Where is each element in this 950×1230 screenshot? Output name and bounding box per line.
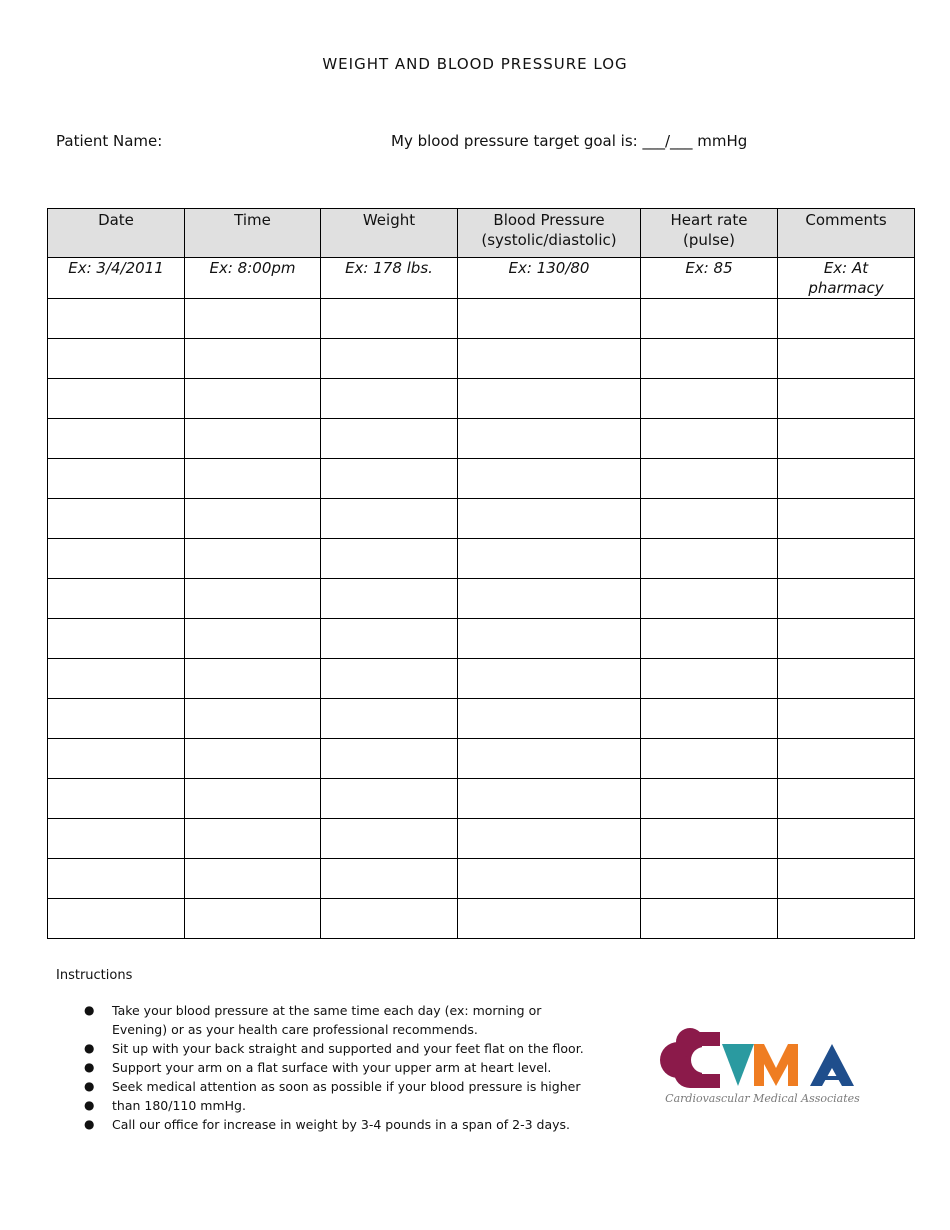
log-cell[interactable] [185, 499, 321, 539]
log-cell[interactable] [321, 779, 458, 819]
log-cell[interactable] [458, 699, 641, 739]
log-cell[interactable] [185, 339, 321, 379]
log-cell[interactable] [321, 339, 458, 379]
log-cell[interactable] [778, 299, 915, 339]
log-cell[interactable] [48, 419, 185, 459]
table-row [48, 539, 915, 579]
table-row [48, 379, 915, 419]
log-cell[interactable] [641, 379, 778, 419]
header-date: Date [48, 209, 185, 258]
example-blood-pressure: Ex: 130/80 [458, 258, 641, 299]
log-cell[interactable] [48, 539, 185, 579]
log-cell[interactable] [321, 699, 458, 739]
log-cell[interactable] [778, 779, 915, 819]
bullet-icon: ● [84, 1098, 95, 1112]
log-cell[interactable] [458, 579, 641, 619]
log-cell[interactable] [778, 699, 915, 739]
bp-goal-label: My blood pressure target goal is: ___/___ mmHg [391, 132, 748, 150]
log-cell[interactable] [778, 499, 915, 539]
log-cell[interactable] [458, 779, 641, 819]
log-cell[interactable] [185, 619, 321, 659]
log-cell[interactable] [185, 539, 321, 579]
log-cell[interactable] [48, 819, 185, 859]
table-row [48, 339, 915, 379]
patient-name-label: Patient Name: [56, 132, 163, 150]
log-cell[interactable] [185, 659, 321, 699]
table-row [48, 419, 915, 459]
page-title: WEIGHT AND BLOOD PRESSURE LOG [322, 55, 628, 73]
log-cell[interactable] [185, 899, 321, 939]
log-cell[interactable] [185, 739, 321, 779]
table-row [48, 739, 915, 779]
log-cell[interactable] [321, 539, 458, 579]
log-cell[interactable] [48, 659, 185, 699]
logo-tagline: Cardiovascular Medical Associates [665, 1092, 860, 1105]
log-cell[interactable] [458, 739, 641, 779]
log-cell[interactable] [641, 299, 778, 339]
log-cell[interactable] [458, 539, 641, 579]
log-cell[interactable] [48, 579, 185, 619]
log-cell[interactable] [778, 539, 915, 579]
log-cell[interactable] [321, 899, 458, 939]
log-cell[interactable] [321, 379, 458, 419]
list-item: ● Seek medical attention as soon as possible if your blood pressure is higher [84, 1079, 581, 1094]
log-cell[interactable] [641, 539, 778, 579]
table-row [48, 819, 915, 859]
example-time: Ex: 8:00pm [185, 258, 321, 299]
log-cell[interactable] [641, 339, 778, 379]
log-cell[interactable] [778, 819, 915, 859]
list-item: ● Call our office for increase in weight by 3-4 pounds in a span of 2-3 days. [84, 1117, 571, 1132]
log-cell[interactable] [321, 579, 458, 619]
log-cell[interactable] [641, 779, 778, 819]
list-item: ● Sit up with your back straight and supported and your feet flat on the floor. [84, 1041, 584, 1056]
log-cell[interactable] [48, 619, 185, 659]
log-cell[interactable] [778, 459, 915, 499]
example-row [48, 258, 915, 299]
bullet-icon: ● [84, 1060, 95, 1074]
table-row [48, 899, 915, 939]
logo-m-shape [754, 1044, 798, 1086]
log-cell[interactable] [321, 659, 458, 699]
header-weight: Weight [321, 209, 458, 258]
header-comments: Comments [778, 209, 915, 258]
log-cell[interactable] [778, 379, 915, 419]
log-cell[interactable] [641, 859, 778, 899]
log-cell[interactable] [778, 859, 915, 899]
table-row [48, 299, 915, 339]
log-cell[interactable] [458, 379, 641, 419]
log-cell[interactable] [185, 779, 321, 819]
logo-v-shape [722, 1044, 754, 1086]
log-cell[interactable] [185, 699, 321, 739]
log-cell[interactable] [641, 579, 778, 619]
instructions-heading: Instructions [56, 968, 133, 983]
bullet-icon: ● [84, 1117, 95, 1131]
log-cell[interactable] [458, 619, 641, 659]
log-cell[interactable] [458, 339, 641, 379]
log-cell[interactable] [48, 899, 185, 939]
table-row [48, 579, 915, 619]
header-blood-pressure: Blood Pressure (systolic/diastolic) [458, 209, 641, 258]
log-cell[interactable] [458, 859, 641, 899]
log-cell[interactable] [48, 779, 185, 819]
log-cell[interactable] [458, 899, 641, 939]
example-weight: Ex: 178 lbs. [321, 258, 458, 299]
list-item: ● Support your arm on a flat surface with your upper arm at heart level. [84, 1060, 552, 1075]
log-cell[interactable] [778, 899, 915, 939]
table-row [48, 859, 915, 899]
log-cell[interactable] [185, 579, 321, 619]
log-cell[interactable] [321, 499, 458, 539]
log-cell[interactable] [185, 419, 321, 459]
list-item: ● than 180/110 mmHg. [84, 1098, 246, 1113]
list-item: ● Take your blood pressure at the same time each day (ex: morning or Evening) or as your health care professional recommends. [84, 1003, 542, 1037]
header-heart-rate: Heart rate (pulse) [641, 209, 778, 258]
table-row [48, 459, 915, 499]
log-cell[interactable] [48, 459, 185, 499]
log-cell[interactable] [778, 579, 915, 619]
table-row [48, 779, 915, 819]
bullet-icon: ● [84, 1079, 95, 1093]
log-cell[interactable] [458, 459, 641, 499]
log-cell[interactable] [185, 859, 321, 899]
log-cell[interactable] [321, 739, 458, 779]
log-cell[interactable] [321, 299, 458, 339]
log-cell[interactable] [458, 499, 641, 539]
instructions-list [80, 1001, 600, 1134]
example-heart-rate: Ex: 85 [641, 258, 778, 299]
log-cell[interactable] [778, 659, 915, 699]
log-cell[interactable] [48, 739, 185, 779]
log-cell[interactable] [641, 499, 778, 539]
log-cell[interactable] [458, 819, 641, 859]
log-cell[interactable] [48, 339, 185, 379]
bullet-icon: ● [84, 1041, 95, 1055]
log-cell[interactable] [321, 859, 458, 899]
log-cell[interactable] [641, 699, 778, 739]
table-row [48, 499, 915, 539]
header-time: Time [185, 209, 321, 258]
log-cell[interactable] [458, 299, 641, 339]
logo-a-crossbar [824, 1076, 840, 1080]
table-row [48, 659, 915, 699]
log-cell[interactable] [778, 419, 915, 459]
log-cell[interactable] [185, 819, 321, 859]
log-cell[interactable] [48, 299, 185, 339]
example-comments: Ex: At pharmacy [778, 258, 915, 299]
log-cell[interactable] [48, 499, 185, 539]
log-cell[interactable] [185, 379, 321, 419]
log-cell[interactable] [641, 459, 778, 499]
log-cell[interactable] [778, 739, 915, 779]
log-cell[interactable] [185, 459, 321, 499]
log-cell[interactable] [185, 299, 321, 339]
log-cell[interactable] [641, 419, 778, 459]
log-cell[interactable] [641, 899, 778, 939]
cvma-logo [650, 1010, 875, 1130]
log-cell[interactable] [458, 419, 641, 459]
log-cell[interactable] [48, 699, 185, 739]
table-row [48, 699, 915, 739]
log-cell[interactable] [321, 619, 458, 659]
log-cell[interactable] [641, 659, 778, 699]
log-cell[interactable] [458, 659, 641, 699]
example-date: Ex: 3/4/2011 [48, 258, 185, 299]
log-cell[interactable] [778, 619, 915, 659]
log-cell[interactable] [321, 419, 458, 459]
log-table [47, 208, 915, 939]
table-row [48, 619, 915, 659]
header-row [48, 209, 915, 258]
logo-c-shape [660, 1028, 722, 1088]
log-cell[interactable] [48, 379, 185, 419]
log-cell[interactable] [48, 859, 185, 899]
log-cell[interactable] [641, 739, 778, 779]
log-cell[interactable] [641, 819, 778, 859]
log-cell[interactable] [778, 339, 915, 379]
log-cell[interactable] [641, 619, 778, 659]
log-cell[interactable] [321, 459, 458, 499]
log-cell[interactable] [321, 819, 458, 859]
bullet-icon: ● [84, 1003, 95, 1017]
